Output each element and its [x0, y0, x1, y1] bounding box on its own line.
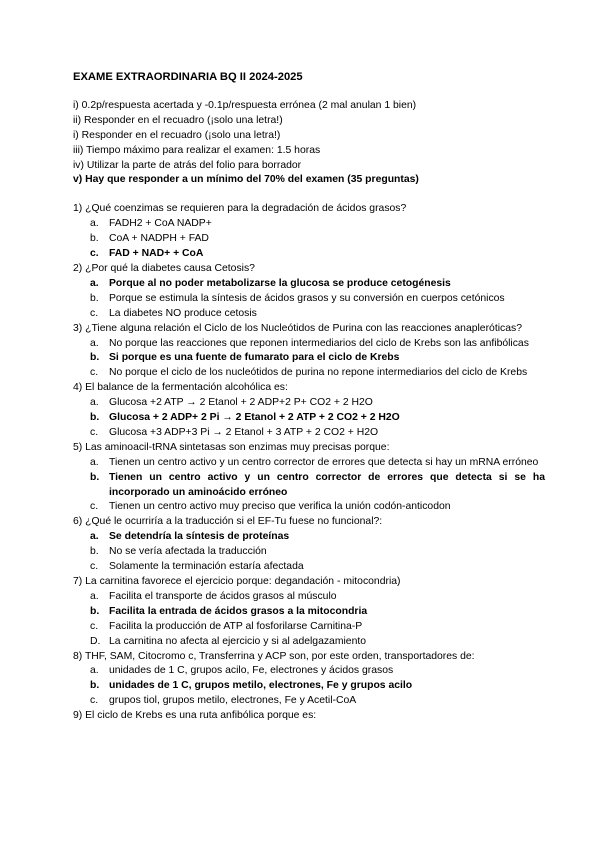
option — [73, 232, 545, 247]
option-letter: b. — [90, 546, 99, 558]
option-text: Glucosa +2 ATP → 2 Etanol + 2 ADP+2 P+ CO2 + 2 H2O — [109, 397, 373, 409]
option-text: Facilita la entrada de ácidos grasos a la mitocondria — [109, 605, 368, 617]
option-correct — [73, 351, 545, 366]
option-letter: c. — [90, 695, 99, 707]
option — [73, 635, 545, 650]
rule-item: i) Responder en el recuadro (¡solo una letra!) — [73, 129, 281, 141]
option — [73, 620, 545, 635]
option-text: Solamente la terminación estaría afectada — [109, 561, 304, 573]
option-text: Glucosa +3 ADP+3 Pi → 2 Etanol + 3 ATP + 2 CO2 + H2O — [109, 426, 379, 438]
exam-rules — [73, 99, 545, 188]
option-text: Glucosa + 2 ADP+ 2 Pi → 2 Etanol + 2 ATP + 2 CO2 + 2 H2O — [109, 412, 400, 424]
option-letter: D. — [90, 635, 101, 647]
option-text: No porque el ciclo de los nucleótidos de purina no repone intermediarios del ciclo de Krebs — [109, 367, 528, 379]
option — [73, 590, 545, 605]
option-letter: a. — [90, 665, 99, 677]
rule-item: i) 0.2p/respuesta acertada y -0.1p/respuesta errónea (2 mal anulan 1 bien) — [73, 99, 417, 111]
option-letter: b. — [90, 352, 100, 364]
option-text: Facilita la producción de ATP al fosforilarse Carnitina-P — [109, 620, 363, 632]
option-correct — [73, 530, 545, 545]
question-9: 9) El ciclo de Krebs es una ruta anfibólica porque es: — [73, 710, 317, 722]
option-letter: c. — [90, 307, 99, 319]
option — [73, 545, 545, 560]
option — [73, 500, 545, 515]
option-text: La diabetes NO produce cetosis — [109, 307, 257, 319]
question-8: 8) THF, SAM, Citocromo c, Transferrina y ACP son, por este orden, transportadores de: — [73, 650, 475, 662]
rule-item: iii) Tiempo máximo para realizar el examen: 1.5 horas — [73, 144, 321, 156]
option — [73, 426, 545, 441]
option-letter: a. — [90, 590, 99, 602]
option-text: CoA + NADPH + FAD — [109, 233, 209, 245]
question-5: 5) Las aminoacil-tRNA sintetasas son enzimas muy precisas porque: — [73, 441, 390, 453]
option-letter: a. — [90, 531, 99, 543]
option-correct — [73, 247, 545, 262]
option — [73, 694, 545, 709]
option-text: Si porque es una fuente de fumarato para el ciclo de Krebs — [109, 352, 400, 364]
option-text: FAD + NAD+ + CoA — [109, 248, 204, 260]
option-letter: b. — [90, 471, 100, 483]
option-text: No se vería afectada la traducción — [109, 546, 267, 558]
rule-item: ii) Responder en el recuadro (¡solo una letra!) — [73, 114, 283, 126]
option-text: Porque al no poder metabolizarse la glucosa se produce cetogénesis — [109, 277, 451, 289]
option-letter: a. — [90, 218, 99, 230]
option-letter: c. — [90, 620, 99, 632]
option-letter: b. — [90, 680, 100, 692]
option-letter: c. — [90, 367, 99, 379]
exam-page — [73, 70, 545, 724]
option-correct — [73, 679, 545, 694]
option — [73, 366, 545, 381]
question-7: 7) La carnitina favorece el ejercicio porque: degandación - mitocondria) — [73, 576, 401, 587]
option-text: unidades de 1 C, grupos acilo, Fe, electrones y ácidos grasos — [109, 665, 394, 677]
option-text: Porque se estimula la síntesis de ácidos grasos y su conversión en cuerpos cetónicos — [109, 292, 505, 304]
option-text: No porque las reacciones que reponen intermediarios del ciclo de Krebs son las anfibólicas — [109, 337, 529, 349]
option-correct — [73, 411, 545, 426]
option-text: Facilita el transporte de ácidos grasos al músculo — [109, 590, 337, 602]
option-text: FADH2 + CoA NADP+ — [109, 218, 212, 230]
option-letter: a. — [90, 456, 99, 468]
option-letter: a. — [90, 337, 99, 349]
option — [73, 337, 545, 352]
option-letter: b. — [90, 233, 99, 245]
option — [73, 217, 545, 232]
option-text: Se detendría la síntesis de proteínas — [109, 531, 290, 543]
question-2: 2) ¿Por qué la diabetes causa Cetosis? — [73, 262, 255, 274]
option-text: grupos tiol, grupos metilo, electrones, Fe y Acetil-CoA — [109, 695, 357, 707]
exam-title: EXAME EXTRAORDINARIA BQ II 2024-2025 — [73, 71, 303, 83]
option-text: La carnitina no afecta al ejercicio y si al adelgazamiento — [109, 635, 367, 647]
option-text: Tienen un centro activo muy preciso que verifica la unión codón-anticodon — [109, 501, 451, 513]
option-letter: b. — [90, 412, 100, 424]
option-correct — [73, 277, 545, 292]
option-letter: b. — [90, 292, 99, 304]
option-correct — [73, 605, 545, 620]
option — [73, 664, 545, 679]
option-letter: c. — [90, 561, 99, 573]
option — [73, 292, 545, 307]
option-letter: c. — [90, 426, 99, 438]
option-correct — [73, 471, 545, 501]
option — [73, 560, 545, 575]
option-letter: c. — [90, 248, 99, 260]
question-1: 1) ¿Qué coenzimas se requieren para la degradación de ácidos grasos? — [73, 203, 407, 215]
question-4: 4) El balance de la fermentación alcohólica es: — [73, 382, 288, 394]
option-text: unidades de 1 C, grupos metilo, electrones, Fe y grupos acilo — [109, 680, 413, 692]
option — [73, 396, 545, 411]
question-6: 6) ¿Qué le ocurriría a la traducción si el EF-Tu fuese no funcional?: — [73, 516, 383, 528]
option-letter: b. — [90, 605, 100, 617]
option-letter: a. — [90, 397, 99, 409]
option-text: Tienen un centro activo y un centro corrector de errores que detecta si se ha incorporado un aminoácido erróneo — [109, 471, 545, 498]
option-letter: c. — [90, 501, 99, 513]
option-text: Tienen un centro activo y un centro corrector de errores que detecta si hay un mRNA erróneo — [109, 456, 539, 468]
question-3: 3) ¿Tiene alguna relación el Ciclo de los Nucleótidos de Purina con las reacciones anapleróticas? — [73, 322, 522, 334]
option — [73, 307, 545, 322]
rule-item: v) Hay que responder a un mínimo del 70% del examen (35 preguntas) — [73, 174, 419, 186]
option-letter: a. — [90, 277, 99, 289]
rule-item: iv) Utilizar la parte de atrás del folio para borrador — [73, 159, 302, 171]
option — [73, 456, 545, 471]
